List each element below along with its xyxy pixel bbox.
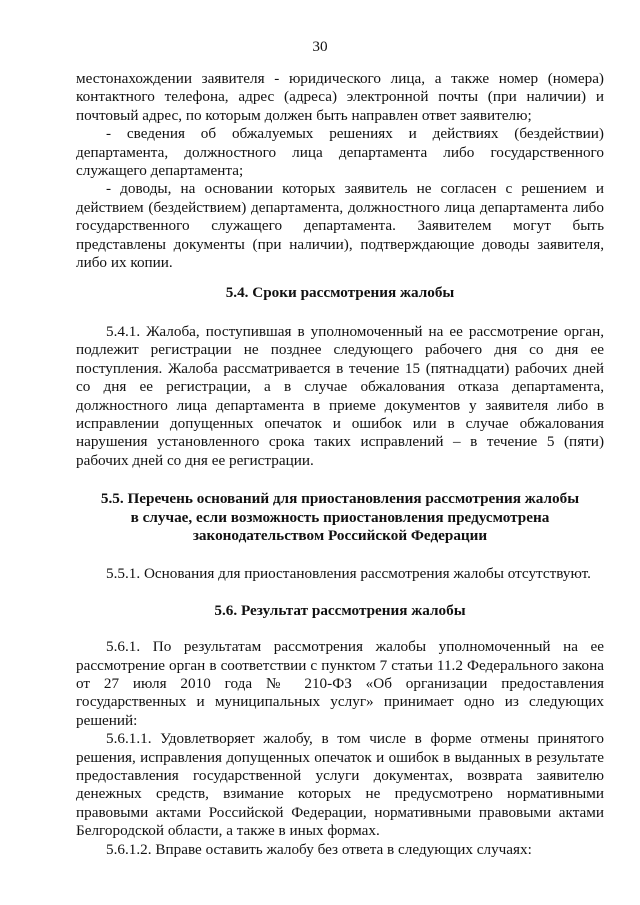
paragraph-5-5-1: 5.5.1. Основания для приостановления рассмотрения жалобы отсутствуют.	[106, 565, 591, 583]
paragraph-arguments: - доводы, на основании которых заявитель не согласен с решением и действием (бездействием) департамента, должностного лица департамента либо государственного служащего департамента. Заявителем могут быть представлены документы (при наличии), подтверждающие доводы заявителя, либо их копии.	[76, 180, 604, 272]
document-body	[76, 70, 604, 859]
page-number: 30	[312, 38, 328, 55]
section-heading-5-6: 5.6. Результат рассмотрения жалобы	[214, 601, 466, 619]
paragraph-contact-info: местонахождении заявителя - юридического лица, а также номер (номера) контактного телефона, адрес (адреса) электронной почты (при наличии) и почтовый адрес, по которым должен быть направлен ответ заявителю;	[76, 70, 604, 124]
paragraph-appealed-decisions: - сведения об обжалуемых решениях и действиях (бездействии) департамента, должностного лица департамента либо государственного служащего департамента;	[76, 125, 604, 180]
paragraph-5-6-1-2: 5.6.1.2. Вправе оставить жалобу без ответа в следующих случаях:	[106, 840, 532, 858]
section-heading-5-5	[100, 490, 580, 545]
paragraph-5-6-1: 5.6.1. По результатам рассмотрения жалобы уполномоченный на ее рассмотрение орган в соответствии с пунктом 7 статьи 11.2 Федерального закона от 27 июля 2010 года № 210-ФЗ «Об организации предоставления государственных и муниципальных услуг» принимает одно из следующих решений:	[76, 638, 604, 729]
paragraph-5-4-1: 5.4.1. Жалоба, поступившая в уполномоченный на ее рассмотрение орган, подлежит регистрации не позднее следующего рабочего дня со дня ее поступления. Жалоба рассматривается в течение 15 (пятнадцати) рабочих дней со дня ее регистрации, а в случае обжалования отказа департамента, должностного лица департамента в приеме документов у заявителя либо в исправлении допущенных опечаток и ошибок или в случае обжалования нарушения установленного срока таких исправлений – в течение 5 (пяти) рабочих дней со дня ее регистрации.	[76, 322, 604, 469]
section-heading-5-5-line1: 5.5. Перечень оснований для приостановления рассмотрения жалобы	[100, 490, 580, 508]
section-heading-5-5-line3: законодательством Российской Федерации	[192, 526, 488, 544]
section-heading-5-5-line2: в случае, если возможность приостановления предусмотрена	[130, 508, 550, 526]
paragraph-5-6-1-1: 5.6.1.1. Удовлетворяет жалобу, в том числе в форме отмены принятого решения, исправления допущенных опечаток и ошибок в выданных в результате предоставления государственной услуги документах, возврата заявителю денежных средств, взимание которых не предусмотрено нормативными правовыми актами Российской Федерации, нормативными правовыми актами Белгородской области, а также в иных формах.	[76, 730, 604, 840]
section-heading-5-4: 5.4. Сроки рассмотрения жалобы	[225, 284, 455, 302]
